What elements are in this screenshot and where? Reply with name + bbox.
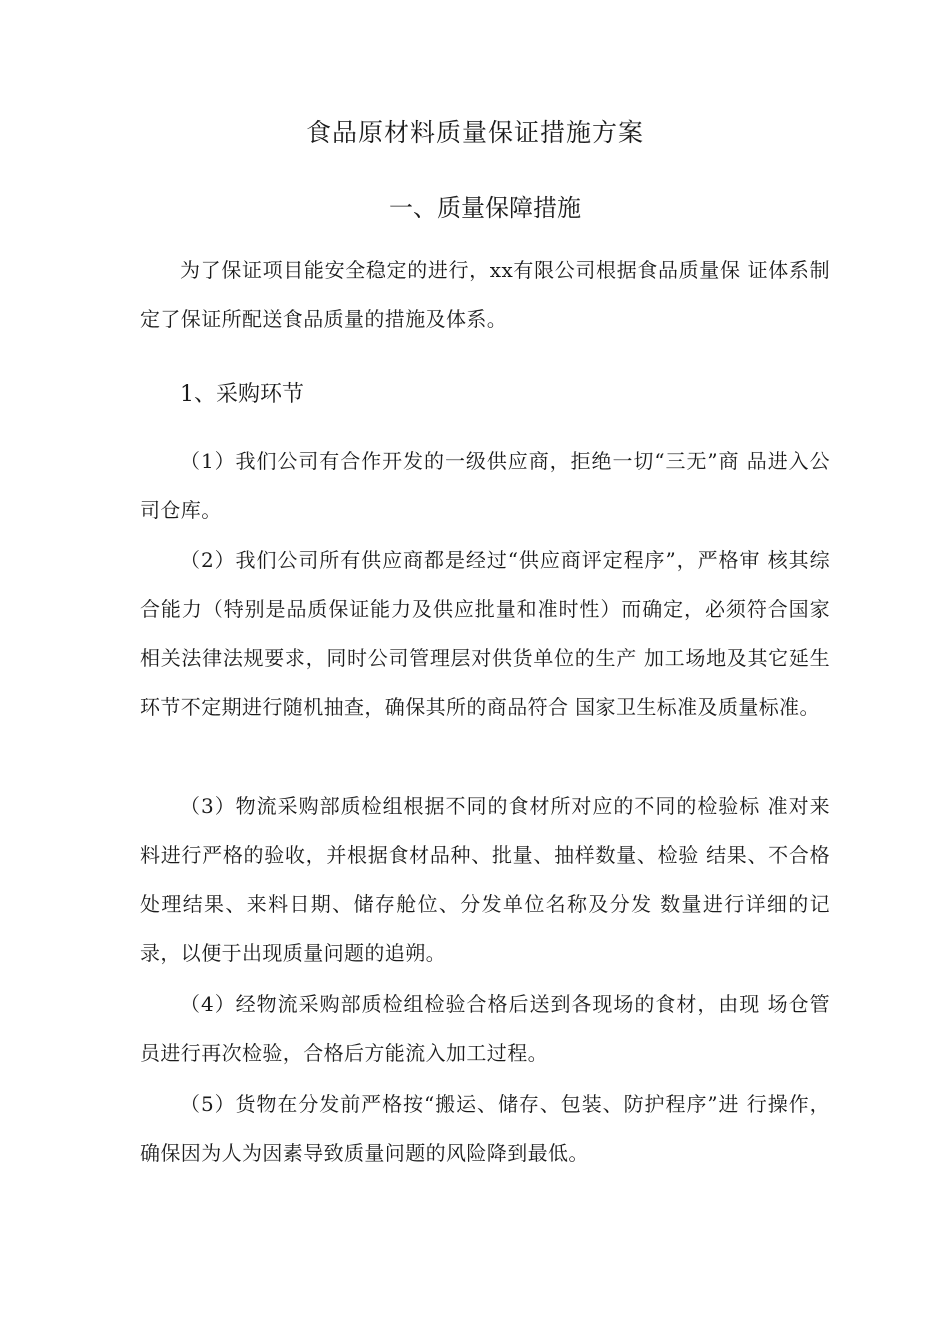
section-heading: 一、质量保障措施: [389, 194, 581, 222]
list-item: （4）经物流采购部质检组检验合格后送到各现场的食材，由现 场仓管员进行再次检验，合格后方能流入加工过程。: [140, 992, 830, 1065]
list-item: （2）我们公司所有供应商都是经过“供应商评定程序”，严格审 核其综合能力（特别是品质保证能力及供应批量和准时性）而确定，必须符合国家相关法律法规要求，同时公司管理层对供货单位的生产 加工场地及其它延生环节不定期进行随机抽查，确保其所的商品符合 国家卫生标准及质量标准。: [140, 548, 830, 719]
list-item: （1）我们公司有合作开发的一级供应商，拒绝一切“三无”商 品进入公司仓库。: [140, 449, 830, 522]
subsection-heading: 1、采购环节: [180, 382, 304, 407]
intro-paragraph: 为了保证项目能安全稳定的进行，xx有限公司根据食品质量保 证体系制定了保证所配送食品质量的措施及体系。: [140, 258, 830, 331]
list-item: （5）货物在分发前严格按“搬运、储存、包装、防护程序”进 行操作，确保因为人为因素导致质量问题的风险降到最低。: [140, 1092, 830, 1165]
document-title: 食品原材料质量保证措施方案: [305, 118, 644, 147]
list-item: （3）物流采购部质检组根据不同的食材所对应的不同的检验标 准对来料进行严格的验收，并根据食材品种、批量、抽样数量、检验 结果、不合格处理结果、来料日期、储存舱位、分发单位名称及分发 数量进行详细的记录，以便于出现质量问题的追朔。: [140, 794, 830, 965]
